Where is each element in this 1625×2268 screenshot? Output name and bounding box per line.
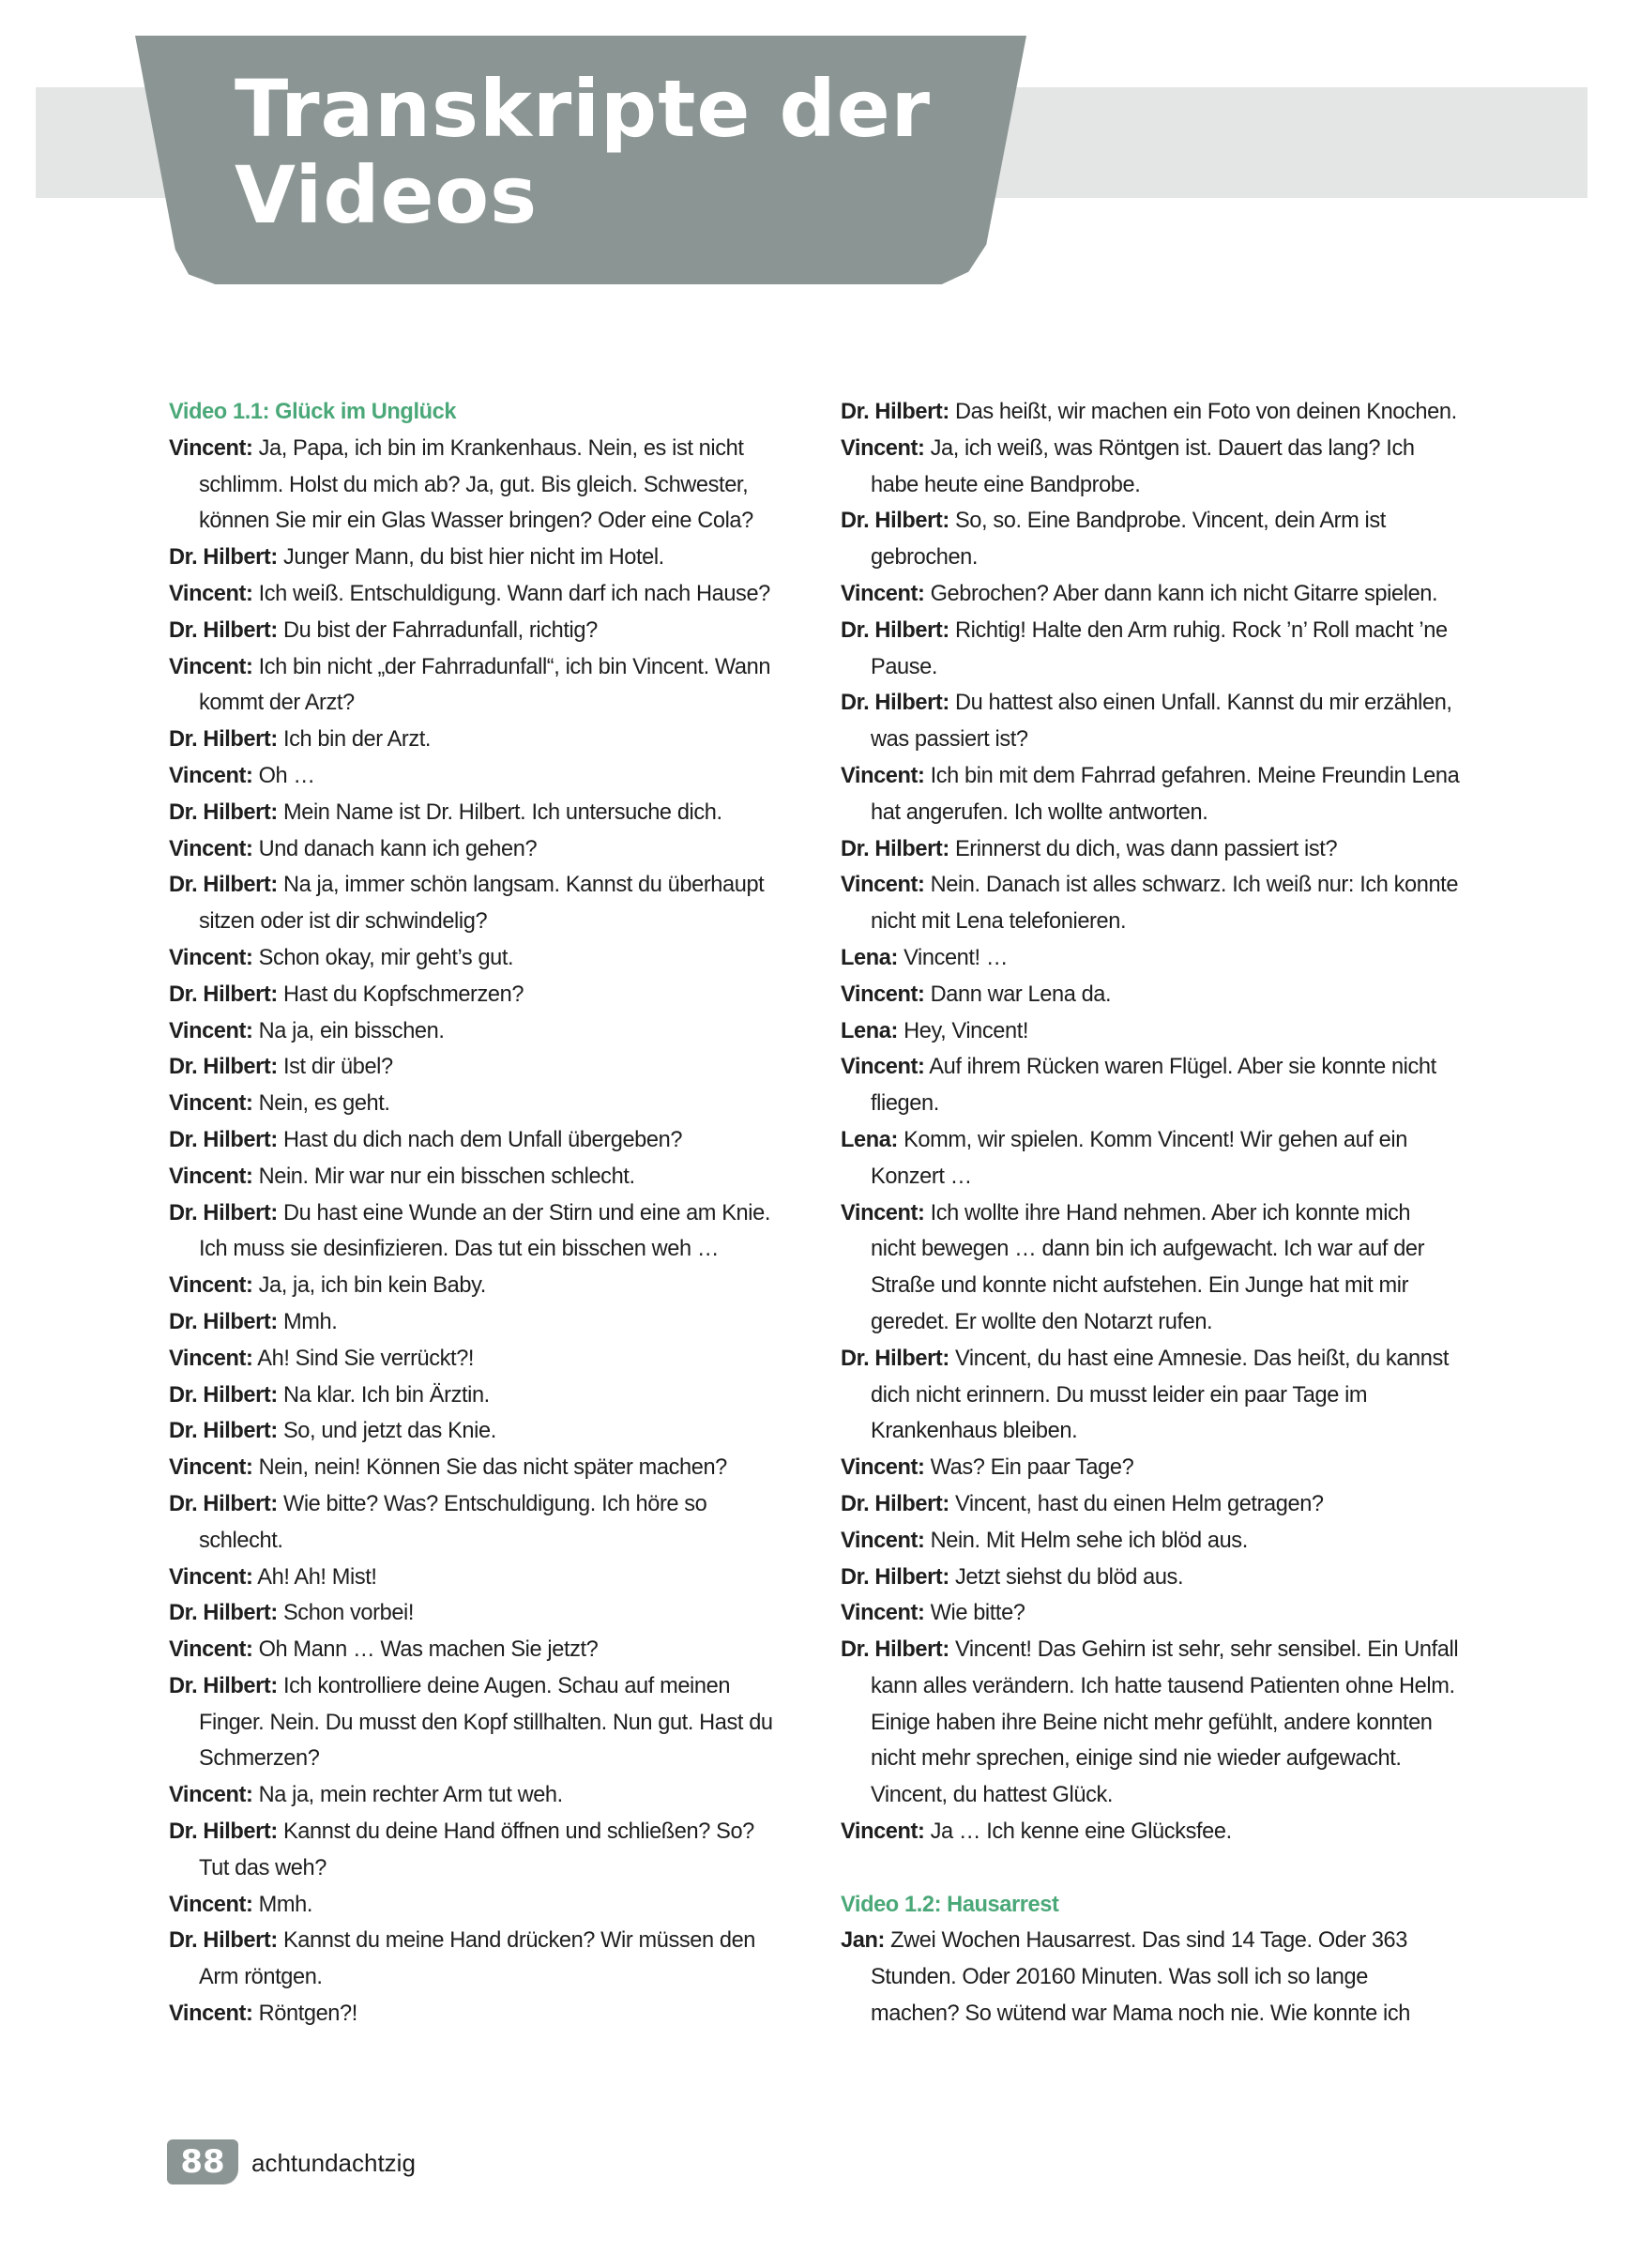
transcript-line (169, 1887, 779, 1924)
transcript-line (169, 831, 779, 868)
left-column (169, 394, 779, 2032)
utterance-text: Erinnerst du dich, was dann passiert ist? (949, 836, 1338, 861)
speaker-name: Dr. Hilbert: (841, 1564, 949, 1590)
speaker-name: Vincent: (169, 945, 253, 970)
transcript-line (841, 867, 1460, 940)
speaker-name: Dr. Hilbert: (169, 873, 278, 898)
speaker-name: Jan: (841, 1928, 885, 1954)
utterance-text: So, so. Eine Bandprobe. Vincent, dein Arm ist gebrochen. (871, 509, 1386, 571)
utterance-text: Vincent, du hast eine Amnesie. Das heißt, du kannst dich nicht erinnern. Du musst leider ein paar Tage im Krankenhaus bleiben. (871, 1346, 1450, 1444)
transcript-line (841, 1814, 1460, 1850)
transcript-line (169, 649, 779, 723)
utterance-text: Ich wollte ihre Hand nehmen. Aber ich konnte mich nicht bewegen … dann bin ich aufgewacht. Ich war auf der Straße und konnte nicht aufstehen. Ein Junge hat mit mir geredet. Er wollte den Notarzt rufen. (871, 1200, 1425, 1334)
speaker-name: Vincent: (169, 763, 253, 788)
transcript-line (169, 1122, 779, 1159)
utterance-text: Und danach kann ich gehen? (252, 836, 538, 861)
speaker-name: Lena: (841, 1018, 898, 1043)
utterance-text: Nein. Mir war nur ein bisschen schlecht. (252, 1164, 635, 1189)
speaker-name: Dr. Hilbert: (169, 1819, 278, 1845)
speaker-name: Vincent: (169, 1273, 253, 1299)
utterance-text: Ich weiß. Entschuldigung. Wann darf ich nach Hause? (252, 581, 770, 606)
transcript-line (841, 1560, 1460, 1596)
transcript-line (841, 431, 1460, 504)
speaker-name: Vincent: (841, 435, 925, 461)
transcript-line (841, 758, 1460, 831)
speaker-name: Dr. Hilbert: (169, 1382, 278, 1408)
speaker-name: Dr. Hilbert: (841, 1637, 949, 1663)
speaker-name: Dr. Hilbert: (169, 1491, 278, 1516)
utterance-text: Na klar. Ich bin Ärztin. (277, 1382, 490, 1408)
speaker-name: Vincent: (169, 1637, 253, 1663)
transcript-line (169, 758, 779, 795)
utterance-text: Du bist der Fahrradunfall, richtig? (277, 617, 598, 643)
transcript-line (169, 540, 779, 576)
transcript-line (169, 1560, 779, 1596)
speaker-name: Dr. Hilbert: (169, 617, 278, 643)
speaker-name: Vincent: (169, 1783, 253, 1808)
speaker-name: Vincent: (841, 1819, 925, 1845)
utterance-text: Oh … (252, 763, 315, 788)
transcript-line (169, 977, 779, 1013)
transcript-line (169, 1195, 779, 1269)
speaker-name: Vincent: (169, 1346, 253, 1371)
speaker-name: Dr. Hilbert: (169, 1127, 278, 1152)
transcript-line (169, 1268, 779, 1304)
utterance-text: Ich bin nicht „der Fahrradunfall“, ich bin Vincent. Wann kommt der Arzt? (199, 654, 771, 716)
transcript-lines-right (841, 394, 1460, 1850)
speaker-name: Vincent: (841, 1200, 925, 1225)
transcript-line (169, 722, 779, 758)
speaker-name: Dr. Hilbert: (841, 1346, 949, 1371)
right-column (841, 394, 1460, 2032)
utterance-text: Vincent, hast du einen Helm getragen? (949, 1491, 1324, 1516)
transcript-line (169, 613, 779, 649)
transcript-line (841, 1923, 1460, 2032)
transcript-line (841, 831, 1460, 868)
speaker-name: Vincent: (169, 836, 253, 861)
transcript-line (841, 1341, 1460, 1450)
utterance-text: Na ja, mein rechter Arm tut weh. (252, 1783, 563, 1808)
utterance-text: Vincent! … (897, 945, 1009, 970)
transcript-line (169, 1159, 779, 1195)
speaker-name: Dr. Hilbert: (169, 982, 278, 1007)
speaker-name: Dr. Hilbert: (169, 1601, 278, 1626)
speaker-name: Vincent: (841, 1601, 925, 1626)
utterance-text: Ist dir übel? (277, 1055, 393, 1080)
speaker-name: Vincent: (169, 1091, 253, 1117)
utterance-text: Komm, wir spielen. Komm Vincent! Wir gehen auf ein Konzert … (871, 1127, 1407, 1189)
speaker-name: Dr. Hilbert: (841, 509, 949, 534)
transcript-line (169, 1668, 779, 1777)
transcript-line (841, 1486, 1460, 1523)
transcript-lines-left (169, 431, 779, 2032)
utterance-text: Auf ihrem Rücken waren Flügel. Aber sie konnte nicht fliegen. (871, 1055, 1436, 1117)
speaker-name: Dr. Hilbert: (169, 1419, 278, 1444)
video-heading-1-1: Video 1.1: Glück im Unglück (169, 400, 457, 424)
utterance-text: Mein Name ist Dr. Hilbert. Ich untersuche dich. (277, 799, 722, 825)
utterance-text: Ja … Ich kenne eine Glücksfee. (924, 1819, 1232, 1845)
utterance-text: Dann war Lena da. (924, 982, 1112, 1007)
utterance-text: Ah! Sind Sie verrückt?! (252, 1346, 475, 1371)
utterance-text: Nein, es geht. (252, 1091, 390, 1117)
transcript-line (841, 576, 1460, 613)
speaker-name: Dr. Hilbert: (841, 836, 949, 861)
transcript-line (841, 1195, 1460, 1341)
speaker-name: Vincent: (841, 1528, 925, 1553)
speaker-name: Vincent: (169, 1892, 253, 1917)
utterance-text: Oh Mann … Was machen Sie jetzt? (252, 1637, 599, 1663)
transcript-line (841, 503, 1460, 576)
speaker-name: Dr. Hilbert: (169, 1055, 278, 1080)
speaker-name: Vincent: (169, 1164, 253, 1189)
page-number-word: achtundachtzig (251, 2149, 416, 2177)
transcript-line (169, 431, 779, 540)
speaker-name: Vincent: (841, 1055, 925, 1080)
speaker-name: Vincent: (841, 581, 925, 606)
utterance-text: Röntgen?! (252, 2002, 357, 2027)
speaker-name: Lena: (841, 945, 898, 970)
utterance-text: Ich bin der Arzt. (277, 727, 432, 753)
speaker-name: Dr. Hilbert: (169, 1673, 278, 1698)
utterance-text: Ja, Papa, ich bin im Krankenhaus. Nein, es ist nicht schlimm. Holst du mich ab? Ja, gut. Bis gleich. Schwester, können Sie mir ein Glas Wasser bringen? Oder eine Cola? (199, 435, 753, 534)
utterance-text: Hast du dich nach dem Unfall übergeben? (277, 1127, 683, 1152)
transcript-line (841, 1523, 1460, 1560)
speaker-name: Vincent: (169, 435, 253, 461)
utterance-text: Wie bitte? Was? Entschuldigung. Ich höre so schlecht. (199, 1491, 707, 1553)
utterance-text: Na ja, ein bisschen. (252, 1018, 445, 1043)
transcript-line (169, 1049, 779, 1086)
transcript-line (169, 1595, 779, 1632)
transcript-line (169, 940, 779, 977)
utterance-text: Ich kontrolliere deine Augen. Schau auf meinen Finger. Nein. Du musst den Kopf stillhalten. Nun gut. Hast du Schmerzen? (199, 1673, 773, 1772)
utterance-text: Wie bitte? (924, 1601, 1025, 1626)
transcript-lines-right-2 (841, 1923, 1460, 2032)
transcript-line (841, 1049, 1460, 1122)
speaker-name: Dr. Hilbert: (169, 1928, 278, 1954)
speaker-name: Vincent: (169, 1455, 253, 1481)
transcript-line (841, 613, 1460, 686)
transcript-line (169, 1923, 779, 1996)
utterance-text: Was? Ein paar Tage? (924, 1455, 1134, 1481)
transcript-line (169, 867, 779, 940)
utterance-text: Junger Mann, du bist hier nicht im Hotel. (277, 545, 664, 571)
speaker-name: Dr. Hilbert: (169, 799, 278, 825)
utterance-text: Ah! Ah! Mist! (252, 1564, 377, 1590)
speaker-name: Vincent: (169, 654, 253, 679)
speaker-name: Vincent: (841, 1455, 925, 1481)
speaker-name: Vincent: (169, 581, 253, 606)
utterance-text: Mmh. (252, 1892, 312, 1917)
speaker-name: Lena: (841, 1127, 898, 1152)
speaker-name: Dr. Hilbert: (841, 400, 949, 424)
transcript-line (169, 1996, 779, 2032)
transcript-line (169, 1304, 779, 1341)
utterance-text: Nein. Mit Helm sehe ich blöd aus. (924, 1528, 1248, 1553)
utterance-text: Gebrochen? Aber dann kann ich nicht Gitarre spielen. (924, 581, 1438, 606)
utterance-text: Hast du Kopfschmerzen? (277, 982, 524, 1007)
transcript-line (841, 1450, 1460, 1486)
transcript-line (169, 576, 779, 613)
transcript-line (169, 1086, 779, 1122)
page-number-badge: 88 (167, 2139, 238, 2184)
utterance-text: Hey, Vincent! (897, 1018, 1029, 1043)
speaker-name: Vincent: (169, 2002, 253, 2027)
speaker-name: Dr. Hilbert: (169, 727, 278, 753)
transcript-line (841, 394, 1460, 431)
speaker-name: Dr. Hilbert: (841, 691, 949, 716)
transcript-line (169, 1814, 779, 1887)
utterance-text: So, und jetzt das Knie. (277, 1419, 496, 1444)
utterance-text: Kannst du deine Hand öffnen und schließen? So? Tut das weh? (199, 1819, 754, 1880)
transcript-line (841, 977, 1460, 1013)
speaker-name: Dr. Hilbert: (169, 545, 278, 571)
speaker-name: Dr. Hilbert: (841, 617, 949, 643)
video-heading-1-2: Video 1.2: Hausarrest (841, 1892, 1059, 1917)
transcript-line (169, 1413, 779, 1450)
utterance-text: Richtig! Halte den Arm ruhig. Rock ’n’ Roll macht ’ne Pause. (871, 617, 1448, 679)
transcript-line (169, 795, 779, 831)
utterance-text: Schon vorbei! (277, 1601, 415, 1626)
speaker-name: Vincent: (169, 1018, 253, 1043)
speaker-name: Vincent: (841, 763, 925, 788)
utterance-text: Zwei Wochen Hausarrest. Das sind 14 Tage. Oder 363 Stunden. Oder 20160 Minuten. Was soll ich so lange machen? So wütend war Mama noch nie. Wie konnte ich (871, 1928, 1410, 2027)
transcript-line (169, 1341, 779, 1378)
utterance-text: Na ja, immer schön langsam. Kannst du überhaupt sitzen oder ist dir schwindelig? (199, 873, 765, 935)
utterance-text: Das heißt, wir machen ein Foto von deinen Knochen. (949, 400, 1457, 424)
utterance-text: Ich bin mit dem Fahrrad gefahren. Meine Freundin Lena hat angerufen. Ich wollte antworten. (871, 763, 1460, 825)
utterance-text: Ja, ja, ich bin kein Baby. (252, 1273, 486, 1299)
utterance-text: Mmh. (277, 1309, 338, 1334)
utterance-text: Du hattest also einen Unfall. Kannst du mir erzählen, was passiert ist? (871, 691, 1452, 753)
speaker-name: Dr. Hilbert: (841, 1491, 949, 1516)
transcript-line (169, 1632, 779, 1668)
utterance-text: Jetzt siehst du blöd aus. (949, 1564, 1184, 1590)
transcript-line (841, 1013, 1460, 1050)
transcript-line (841, 685, 1460, 758)
speaker-name: Vincent: (169, 1564, 253, 1590)
utterance-text: Nein. Danach ist alles schwarz. Ich weiß nur: Ich konnte nicht mit Lena telefonieren. (871, 873, 1459, 935)
speaker-name: Dr. Hilbert: (169, 1200, 278, 1225)
speaker-name: Vincent: (841, 873, 925, 898)
utterance-text: Schon okay, mir geht’s gut. (252, 945, 514, 970)
transcript-line (841, 1595, 1460, 1632)
transcript-line (169, 1378, 779, 1414)
utterance-text: Du hast eine Wunde an der Stirn und eine am Knie. Ich muss sie desinfizieren. Das tut ein bisschen weh … (199, 1200, 770, 1262)
utterance-text: Kannst du meine Hand drücken? Wir müssen den Arm röntgen. (199, 1928, 756, 1990)
utterance-text: Ja, ich weiß, was Röntgen ist. Dauert das lang? Ich habe heute eine Bandprobe. (871, 435, 1415, 497)
speaker-name: Dr. Hilbert: (169, 1309, 278, 1334)
transcript-line (169, 1013, 779, 1050)
transcript-line (169, 1450, 779, 1486)
speaker-name: Vincent: (841, 982, 925, 1007)
utterance-text: Vincent! Das Gehirn ist sehr, sehr sensibel. Ein Unfall kann alles verändern. Ich hatte tausend Patienten ohne Helm. Einige haben ihre Beine nicht mehr gefühlt, andere konnten nicht mehr sprechen, einige sind nie wieder aufgewacht. Vincent, du hattest Glück. (871, 1637, 1459, 1808)
transcript-line (841, 1122, 1460, 1195)
transcript-line (841, 940, 1460, 977)
page-title: Transkripte der Videos (235, 63, 932, 241)
transcript-line (841, 1632, 1460, 1814)
utterance-text: Nein, nein! Können Sie das nicht später machen? (252, 1455, 727, 1481)
transcript-line (169, 1486, 779, 1560)
transcript-line (169, 1777, 779, 1814)
